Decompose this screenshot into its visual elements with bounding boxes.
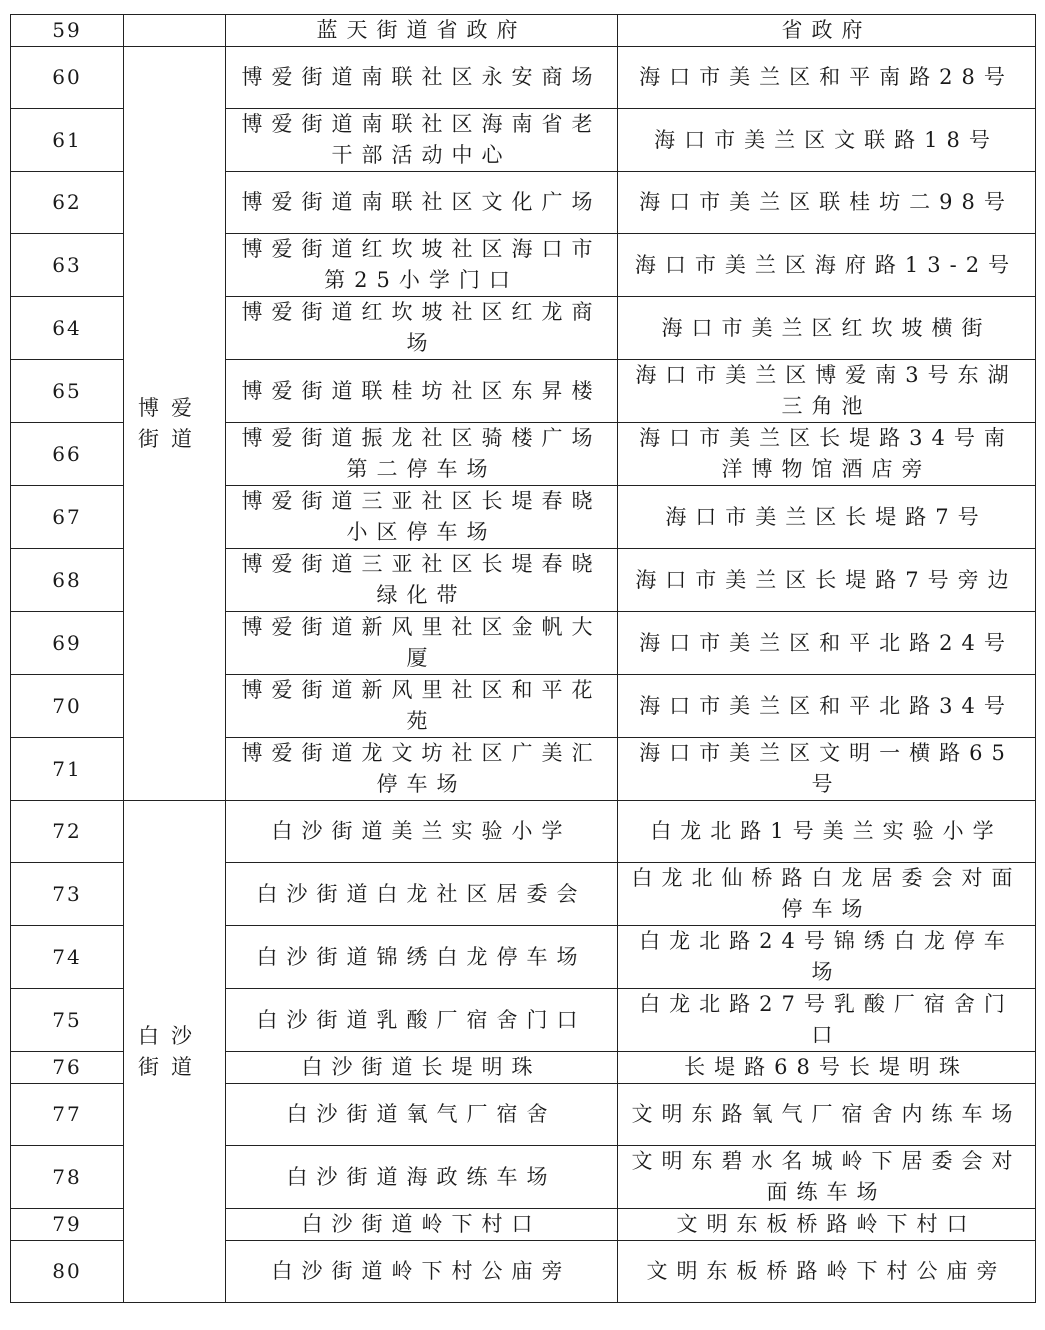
location-cell: 白沙街道海政练车场 xyxy=(226,1146,618,1209)
table-row xyxy=(11,801,1036,863)
address-cell: 省政府 xyxy=(618,15,1036,47)
district-cell-empty xyxy=(124,15,226,47)
location-cell: 白沙街道氧气厂宿舍 xyxy=(226,1084,618,1146)
location-cell: 博爱街道红坎坡社区红龙商场 xyxy=(226,297,618,360)
address-table xyxy=(10,14,1036,1303)
location-cell: 博爱街道南联社区文化广场 xyxy=(226,172,618,234)
address-cell: 白龙北路27号乳酸厂宿舍门口 xyxy=(618,989,1036,1052)
location-cell: 博爱街道红坎坡社区海口市第25小学门口 xyxy=(226,234,618,297)
row-number: 73 xyxy=(11,863,124,926)
location-cell: 博爱街道振龙社区骑楼广场第二停车场 xyxy=(226,423,618,486)
row-number: 80 xyxy=(11,1241,124,1303)
location-cell: 蓝天街道省政府 xyxy=(226,15,618,47)
location-cell: 白沙街道岭下村公庙旁 xyxy=(226,1241,618,1303)
address-cell: 海口市美兰区文明一横路65号 xyxy=(618,738,1036,801)
district-cell-baisha: 白沙街道 xyxy=(124,801,226,1303)
address-cell: 海口市美兰区红坎坡横街 xyxy=(618,297,1036,360)
address-cell: 海口市美兰区博爱南3号东湖三角池 xyxy=(618,360,1036,423)
location-cell: 白沙街道白龙社区居委会 xyxy=(226,863,618,926)
address-cell: 海口市美兰区和平北路24号 xyxy=(618,612,1036,675)
location-cell: 博爱街道三亚社区长堤春晓小区停车场 xyxy=(226,486,618,549)
location-cell: 博爱街道联桂坊社区东昇楼 xyxy=(226,360,618,423)
address-cell: 海口市美兰区文联路18号 xyxy=(618,109,1036,172)
row-number: 71 xyxy=(11,738,124,801)
table-row xyxy=(11,15,1036,47)
location-cell: 白沙街道长堤明珠 xyxy=(226,1052,618,1084)
row-number: 74 xyxy=(11,926,124,989)
table-row xyxy=(11,47,1036,109)
district-cell-boai: 博爱街道 xyxy=(124,47,226,801)
address-cell: 海口市美兰区和平南路28号 xyxy=(618,47,1036,109)
address-cell: 海口市美兰区长堤路34号南洋博物馆酒店旁 xyxy=(618,423,1036,486)
location-cell: 博爱街道新风里社区金帆大厦 xyxy=(226,612,618,675)
address-cell: 白龙北路1号美兰实验小学 xyxy=(618,801,1036,863)
address-cell: 海口市美兰区和平北路34号 xyxy=(618,675,1036,738)
location-cell: 博爱街道南联社区海南省老干部活动中心 xyxy=(226,109,618,172)
address-cell: 海口市美兰区海府路13-2号 xyxy=(618,234,1036,297)
address-cell: 海口市美兰区长堤路7号 xyxy=(618,486,1036,549)
row-number: 77 xyxy=(11,1084,124,1146)
location-cell: 博爱街道三亚社区长堤春晓绿化带 xyxy=(226,549,618,612)
row-number: 64 xyxy=(11,297,124,360)
address-cell: 白龙北路24号锦绣白龙停车场 xyxy=(618,926,1036,989)
row-number: 66 xyxy=(11,423,124,486)
location-cell: 博爱街道南联社区永安商场 xyxy=(226,47,618,109)
address-cell: 文明东碧水名城岭下居委会对面练车场 xyxy=(618,1146,1036,1209)
address-cell: 海口市美兰区长堤路7号旁边 xyxy=(618,549,1036,612)
row-number: 75 xyxy=(11,989,124,1052)
row-number: 78 xyxy=(11,1146,124,1209)
row-number: 79 xyxy=(11,1209,124,1241)
location-cell: 博爱街道龙文坊社区广美汇停车场 xyxy=(226,738,618,801)
location-cell: 白沙街道乳酸厂宿舍门口 xyxy=(226,989,618,1052)
row-number: 67 xyxy=(11,486,124,549)
location-cell: 白沙街道锦绣白龙停车场 xyxy=(226,926,618,989)
address-cell: 海口市美兰区联桂坊二98号 xyxy=(618,172,1036,234)
row-number: 61 xyxy=(11,109,124,172)
row-number: 72 xyxy=(11,801,124,863)
address-cell: 白龙北仙桥路白龙居委会对面停车场 xyxy=(618,863,1036,926)
location-cell: 白沙街道岭下村口 xyxy=(226,1209,618,1241)
row-number: 76 xyxy=(11,1052,124,1084)
row-number: 60 xyxy=(11,47,124,109)
row-number: 69 xyxy=(11,612,124,675)
location-cell: 博爱街道新风里社区和平花苑 xyxy=(226,675,618,738)
row-number: 68 xyxy=(11,549,124,612)
address-cell: 文明东板桥路岭下村口 xyxy=(618,1209,1036,1241)
address-cell: 文明东路氧气厂宿舍内练车场 xyxy=(618,1084,1036,1146)
row-number: 70 xyxy=(11,675,124,738)
address-cell: 长堤路68号长堤明珠 xyxy=(618,1052,1036,1084)
location-cell: 白沙街道美兰实验小学 xyxy=(226,801,618,863)
row-number: 62 xyxy=(11,172,124,234)
address-cell: 文明东板桥路岭下村公庙旁 xyxy=(618,1241,1036,1303)
row-number: 59 xyxy=(11,15,124,47)
row-number: 63 xyxy=(11,234,124,297)
row-number: 65 xyxy=(11,360,124,423)
